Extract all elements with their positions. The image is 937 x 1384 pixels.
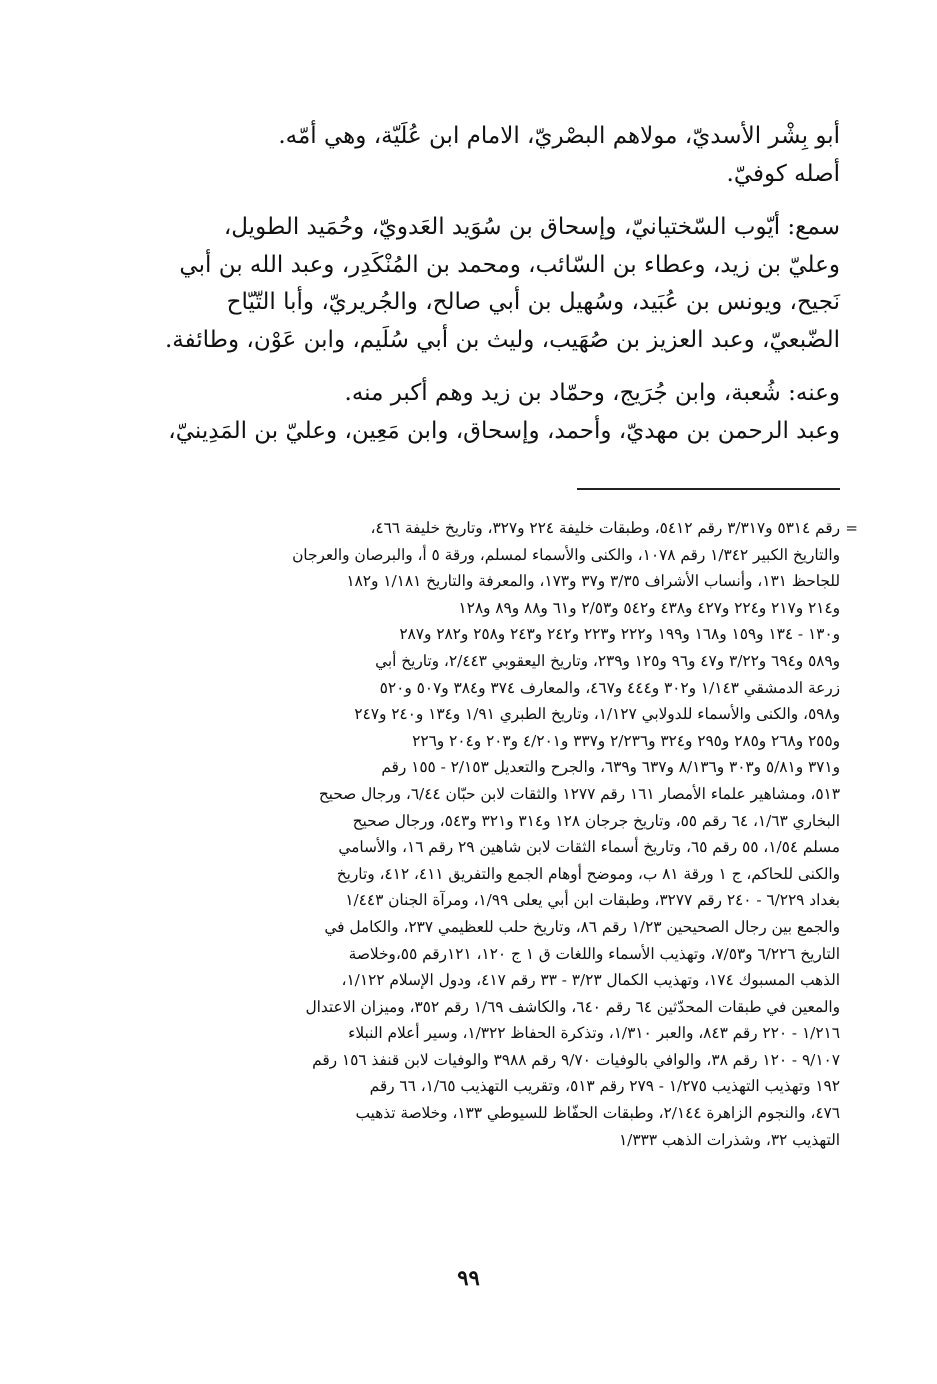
text-line: نَجيح، ويونس بن عُبَيد، وسُهيل بن أبي صالح، والجُريريّ، وأبا التّيّاح — [226, 289, 840, 315]
footnote-line: و٥٩٨، والكنى والأسماء للدولابي ١/١٢٧، وتاريخ الطبري ١/٩١ و١٣٤ و٢٤٠ و٢٤٧ — [354, 705, 840, 724]
footnote-line: للجاحظ ١٣١، وأنساب الأشراف ٣/٣٥ و٣٧ و١٧٣، والمعرفة والتاريخ ١/١٨١ و١٨٢ — [346, 572, 840, 591]
text-line: الضّبعيّ، وعبد العزيز بن صُهَيب، وليث بن أبي سُلَيم، وابن عَوْن، وطائفة. — [165, 326, 840, 353]
footnote-line: زرعة الدمشقي ١/١٤٣ و٣٠٢ و٤٤٤ و٤٦٧، والمعارف ٣٧٤ و٣٨٤ و٥٠٧ و٥٢٠ — [379, 678, 840, 697]
footnote-line: و٢٥٥ و٢٦٨ و٢٨٥ و٢٩٥ و٣٢٤ و٢/٢٣٦ و٣٣٧ و٤/٢٠١ و٢٠٣ و٢٠٤ و٢٢٦ — [412, 731, 840, 750]
text-line: وعنه: شُعبة، وابن جُرَيج، وحمّاد بن زيد وهم أكبر منه. — [344, 380, 840, 406]
footnote-line: مسلم ١/٥٤، ٥٥ رقم ٦٥، وتاريخ أسماء الثقات لابن شاهين ٢٩ رقم ١٦، والأسامي — [338, 838, 840, 857]
footnote-line: والمعين في طبقات المحدّثين ٦٤ رقم ٦٤٠، والكاشف ١/٦٩ رقم ٣٥٢، وميزان الاعتدال — [305, 997, 840, 1016]
main-text — [150, 118, 840, 450]
footnote-line: التاريخ ٦/٢٢٦ و٧/٥٣، وتهذيب الأسماء واللغات ق ١ ج ١٢٠، ١٢١رقم ٥٥،وخلاصة — [348, 944, 840, 963]
text-line: وعليّ بن زيد، وعطاء بن السّائب، ومحمد بن المُنْكَدِر، وعبد الله بن أبي — [179, 251, 840, 278]
footnote-line: والكنى للحاكم، ج ١ ورقة ٨١ ب، وموضح أوهام الجمع والتفريق ٤١١، ٤١٢، وتاريخ — [336, 864, 840, 883]
footnote-line: ١٩٢ وتهذيب التهذيب ١/٢٧٥ - ٢٧٩ رقم ٥١٣، وتقريب التهذيب ١/٦٥، ٦٦ رقم — [369, 1077, 840, 1096]
footnote-line: و١٣٠ - ١٣٤ و١٥٩ و١٦٨ و١٩٩ و٢٢٢ و٢٢٣ و٢٤٢ و٢٤٣ و٢٥٨ و٢٨٢ و٢٨٧ — [399, 625, 840, 644]
footnote-line: و٣٧١ و٥/٨١ و٣٠٣ و٨/١٣٦ و٦٣٧ و٦٣٩، والجرح والتعديل ٢/١٥٣ - ١٥٥ رقم — [381, 758, 840, 777]
footnote-line: بغداد ٦/٢٢٩ - ٢٤٠ رقم ٣٢٧٧، وطبقات ابن أبي يعلى ١/٩٩، ومرآة الجنان ١/٤٤٣ — [345, 891, 840, 910]
footnote-line: و٥٨٩ و٦٩٤ و٣/٢٢ و٤٧ و٩٦ و١٢٥ و٢٣٩، وتاريخ اليعقوبي ٢/٤٤٣، وتاريخ أبي — [375, 651, 840, 670]
footnote-line: و٢١٤ و٢١٧ و٢٢٤ و٤٢٧ و٤٣٨ و٥٤٢ و٢/٥٣ و٦١ و٨٨ و٨٩ و١٢٨ — [458, 598, 840, 617]
text-line: وعبد الرحمن بن مهديّ، وأحمد، وإسحاق، وابن مَعِين، وعليّ بن المَدِينيّ، — [168, 417, 840, 444]
footnote-line: الذهب المسبوك ١٧٤، وتهذيب الكمال ٣/٢٣ - ٣٣ رقم ٤١٧، ودول الإسلام ١/١٢٢، — [341, 971, 840, 990]
text-line: أصله كوفيّ. — [726, 160, 840, 187]
page-number: ٩٩ — [457, 1265, 480, 1290]
students-paragraph — [150, 375, 840, 450]
footnote-line: ٥١٣، ومشاهير علماء الأمصار ١٦١ رقم ١٢٧٧ والثقات لابن حبّان ٦/٤٤، ورجال صحيح — [318, 784, 840, 803]
footnote-line: والجمع بين رجال الصحيحين ١/٢٣ رقم ٨٦، وتاريخ حلب للعظيمي ٢٣٧، والكامل في — [324, 917, 840, 936]
footnote-divider — [577, 488, 840, 490]
footnote-line: ٩/١٠٧ - ١٢٠ رقم ٣٨، والوافي بالوفيات ٩/٧٠ رقم ٣٩٨٨ والوفيات لابن قنفذ ١٥٦ رقم — [312, 1050, 840, 1069]
footnotes — [150, 515, 858, 1153]
footnote-line: والتاريخ الكبير ١/٣٤٢ رقم ١٠٧٨، والكنى والأسماء لمسلم، ورقة ٥ أ، والبرصان والعرجان — [292, 545, 840, 564]
text-line: سمع: أيّوب السّختيانيّ، وإسحاق بن سُوَيد العَدويّ، وحُمَيد الطويل، — [223, 214, 840, 240]
continuation-mark: = — [845, 519, 858, 537]
footnote-line: التهذيب ٣٢، وشذرات الذهب ١/٣٣٣ — [618, 1130, 840, 1149]
text-line: أبو بِشْر الأسديّ، مولاهم البصْريّ، الامام ابن عُلَيّة، وهي أمّه. — [278, 123, 840, 149]
footnote-line: ١/٢١٦ - ٢٢٠ رقم ٨٤٣، والعبر ١/٣١٠، وتذكرة الحفاظ ١/٣٢٢، وسير أعلام النبلاء — [348, 1024, 840, 1043]
teachers-paragraph — [150, 209, 840, 359]
footnote-line: رقم ٥٣١٤ و٣/٣١٧ رقم ٥٤١٢، وطبقات خليفة ٢٢٤ و٣٢٧، وتاريخ خليفة ٤٦٦، — [370, 519, 840, 537]
footnote-line: البخاري ١/٦٣، ٦٤ رقم ٥٥، وتاريخ جرجان ١٢٨ و٣١٤ و٣٢١ و٥٤٣، ورجال صحيح — [352, 811, 840, 830]
footnote-line: ٤٧٦، والنجوم الزاهرة ٢/١٤٤، وطبقات الحفّاظ للسيوطي ١٣٣، وخلاصة تذهيب — [355, 1104, 840, 1123]
biography-intro — [150, 118, 840, 193]
